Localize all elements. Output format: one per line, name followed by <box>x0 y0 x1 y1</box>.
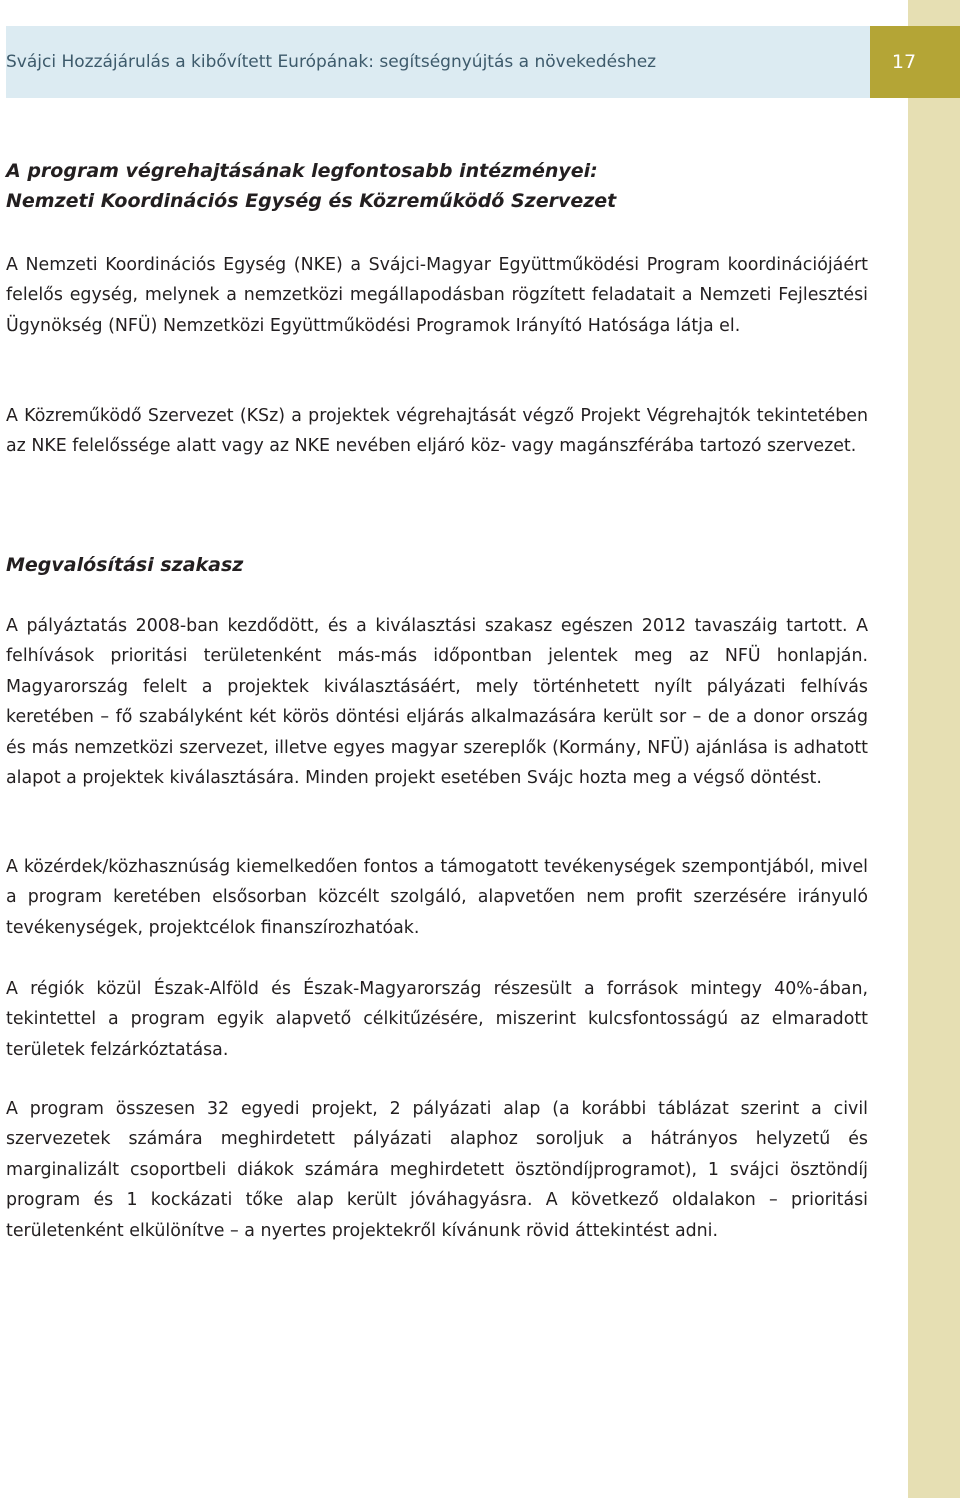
side-decorative-stripe <box>908 0 960 1498</box>
paragraph-projects-summary <box>6 1094 868 1246</box>
section-institutions-heading <box>6 156 868 216</box>
paragraph-text: A program összesen 32 egyedi projekt, 2 pályázati alap (a korábbi táblázat szerint a civil szervezetek számára meghirdetett pályázati alaphoz soroljuk a hátrányos helyzetű és marginalizált csoportbeli diákok számára meghirdetett ösztöndíjprogramot), 1 svájci ösztöndíj program és 1 kockázati tőke alap került jóváhagyásra. A következő oldalakon – prioritási területenként elkülönítve – a nyertes projektekről kívánunk rövid áttekintést adni. <box>6 1099 868 1241</box>
page-number-box <box>870 26 960 98</box>
paragraph-text: A pályáztatás 2008-ban kezdődött, és a kiválasztási szakasz egészen 2012 tavaszáig tartott. A felhívások prioritási területenként más-más időpontban jelentek meg az NFÜ honlapján. Magyarország felelt a projektek kiválasztásáért, mely történhetett nyílt pályázati felhívás keretében – fő szabályként két körös döntési eljárás alkalmazására került sor – de a donor ország és más nemzetközi szervezet, illetve egyes magyar szereplők (Kormány, NFÜ) ajánlása is adhatott alapot a projektek kiválasztására. Minden projekt esetében Svájc hozta meg a végső döntést. <box>6 616 868 789</box>
running-header-title: Svájci Hozzájárulás a kibővített Európának: segítségnyújtás a növekedéshez <box>6 52 657 72</box>
paragraph-text: A közérdek/közhasznúság kiemelkedően fontos a támogatott tevékenységek szempontjából, mivel a program keretében elsősorban közcélt szolgáló, alapvetően nem profit szerzésére irányuló tevékenységek, projektcélok finanszírozhatóak. <box>6 857 868 938</box>
page-number: 17 <box>891 51 917 73</box>
section-heading: Megvalósítási szakasz <box>6 554 244 576</box>
heading-line-2: Nemzeti Koordinációs Egység és Közreműködő Szervezet <box>6 190 617 212</box>
paragraph-ksz <box>6 401 868 462</box>
heading-line-1: A program végrehajtásának legfontosabb intézményei: <box>6 160 598 182</box>
paragraph-text: A Nemzeti Koordinációs Egység (NKE) a Svájci-Magyar Együttműködési Program koordinációjáért felelős egység, melynek a nemzetközi megállapodásban rögzített feladatait a Nemzeti Fejlesztési Ügynökség (NFÜ) Nemzetközi Együttműködési Programok Irányító Hatósága látja el. <box>6 255 868 336</box>
paragraph-text: A Közreműködő Szervezet (KSz) a projektek végrehajtását végző Projekt Végrehajtók tekintetében az NKE felelőssége alatt vagy az NKE nevében eljáró köz- vagy magánszférába tartozó szervezet. <box>6 406 868 457</box>
paragraph-regions <box>6 974 868 1065</box>
paragraph-text: A régiók közül Észak-Alföld és Észak-Magyarország részesült a források mintegy 40%-ában, tekintettel a program egyik alapvető célkitűzésére, miszerint kulcsfontosságú az elmaradott területek felzárkóztatása. <box>6 979 868 1060</box>
paragraph-public-interest <box>6 852 868 943</box>
paragraph-tendering <box>6 611 868 793</box>
paragraph-nke <box>6 250 868 341</box>
section-implementation-heading <box>6 550 868 580</box>
